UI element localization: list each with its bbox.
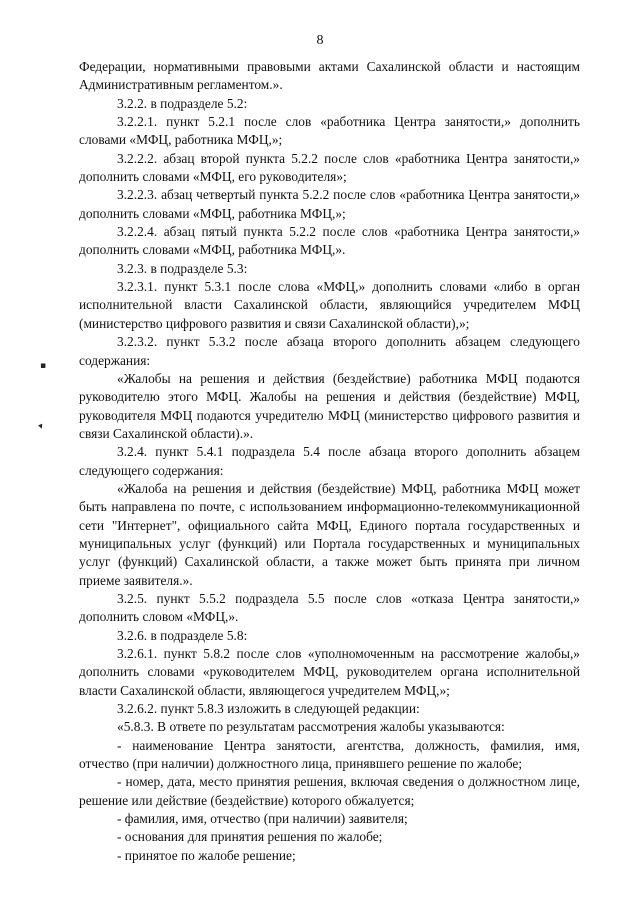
paragraph: - фамилия, имя, отчество (при наличии) заявителя; xyxy=(117,811,408,827)
paragraph: 3.2.2.4. абзац пятый пункта 5.2.2 после слов «работника Центра занятости,» дополнить словами «МФЦ, работника МФЦ,». xyxy=(79,224,580,258)
scan-mark: ▪ xyxy=(40,361,47,371)
paragraph: 3.2.6.1. пункт 5.8.2 после слов «уполномоченным на рассмотрение жалобы,» дополнить словами «руководителем МФЦ, руководителем органа исполнительной власти Сахалинской области, являющегося учредителем МФЦ,»; xyxy=(79,646,580,698)
page-number: 8 xyxy=(316,33,324,48)
paragraph: 3.2.2.3. абзац четвертый пункта 5.2.2 после слов «работника Центра занятости,» дополнить словами «МФЦ, работника МФЦ,»; xyxy=(79,187,580,221)
paragraph: 3.2.6.2. пункт 5.8.3 изложить в следующей редакции: xyxy=(117,701,420,717)
paragraph: «Жалоба на решения и действия (бездействие) МФЦ, работника МФЦ может быть направлена по почте, с использованием информационно-телекоммуникационной сети "Интернет", официального сайта МФЦ, Единого портала государственных и муниципальных услуг (функций) или Портала государственных и муниципальных услуг (функций) Сахалинской области, а также может быть принята при личном приеме заявителя.». xyxy=(79,480,580,588)
document-body xyxy=(79,58,580,865)
paragraph: 3.2.4. пункт 5.4.1 подраздела 5.4 после абзаца второго дополнить абзацем следующего содержания: xyxy=(79,444,580,478)
paragraph: - принятое по жалобе решение; xyxy=(117,847,296,863)
paragraph: 3.2.3.2. пункт 5.3.2 после абзаца второго дополнить абзацем следующего содержания: xyxy=(79,334,580,368)
paragraph: «Жалобы на решения и действия (бездействие) работника МФЦ подаются руководителю этого МФЦ. Жалобы на решения и действия (бездействие) МФЦ, руководителя МФЦ подаются учредителю МФЦ (министерство цифрового развития и связи Сахалинской области).». xyxy=(79,370,580,441)
paragraph: 3.2.3.1. пункт 5.3.1 после слова «МФЦ,» дополнить словами «либо в орган исполнительной власти Сахалинской области, являющийся учредителем МФЦ (министерство цифрового развития и связи Сахалинской области),»; xyxy=(79,279,580,331)
paragraph: - основания для принятия решения по жалобе; xyxy=(117,829,383,845)
paragraph: 3.2.3. в подразделе 5.3: xyxy=(117,260,248,276)
paragraph: 3.2.2. в подразделе 5.2: xyxy=(117,95,248,111)
paragraph: «5.8.3. В ответе по результатам рассмотрения жалобы указываются: xyxy=(117,719,505,735)
paragraph: 3.2.5. пункт 5.5.2 подраздела 5.5 после слов «отказа Центра занятости,» дополнить словом «МФЦ,». xyxy=(79,590,580,625)
paragraph: 3.2.6. в подразделе 5.8: xyxy=(117,627,248,643)
paragraph: 3.2.2.2. абзац второй пункта 5.2.2 после слов «работника Центра занятости,» дополнить словами «МФЦ, его руководителя»; xyxy=(79,150,580,185)
paragraph: 3.2.2.1. пункт 5.2.1 после слов «работника Центра занятости,» дополнить словами «МФЦ, работника МФЦ,»; xyxy=(79,114,580,148)
paragraph: - наименование Центра занятости, агентства, должность, фамилия, имя, отчество (при наличии) должностного лица, принявшего решение по жалобе; xyxy=(79,737,580,772)
scan-mark: ▾ xyxy=(37,421,45,433)
paragraph: Федерации, нормативными правовыми актами Сахалинской области и настоящим Административным регламентом.». xyxy=(79,59,580,93)
paragraph: - номер, дата, место принятия решения, включая сведения о должностном лице, решение или действие (бездействие) которого обжалуется; xyxy=(79,774,580,808)
